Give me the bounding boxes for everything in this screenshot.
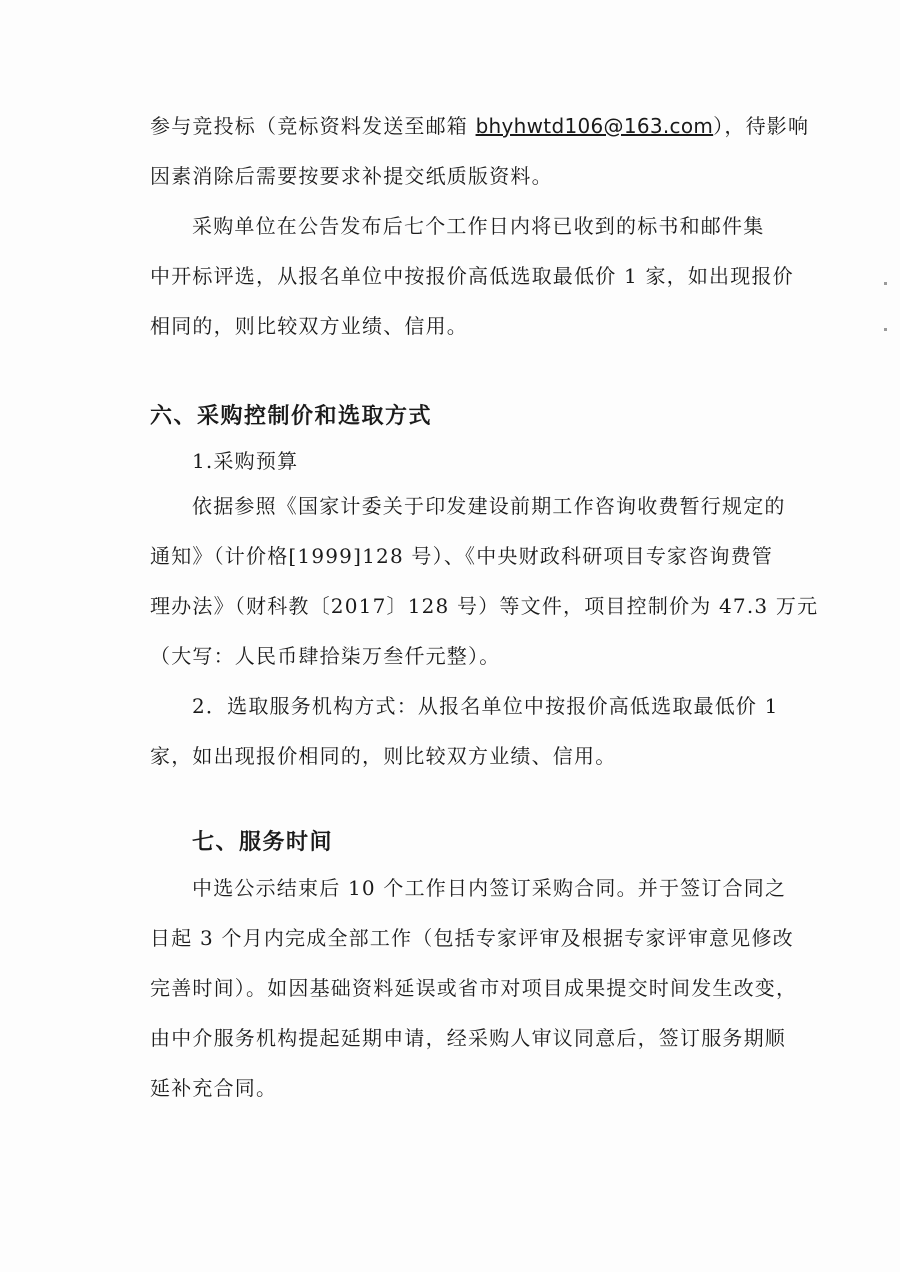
intro-line-1-suffix: ），待影响 (713, 114, 810, 138)
section-six-item2-line-2: 家，如出现报价相同的，则比较双方业绩、信用。 (150, 744, 617, 768)
section-six-item1-line-2: 通知》（计价格[1999]128 号）、《中央财政科研项目专家咨询费管 (150, 544, 774, 568)
section-six-heading: 六、采购控制价和选取方式 (150, 404, 433, 429)
section-six-item1-title: 1.采购预算 (192, 449, 299, 473)
scan-speck (884, 282, 887, 285)
section-six-item1-line-4: （大写：人民币肆拾柒万叁仟元整）。 (150, 644, 501, 668)
intro-p2-line-2: 中开标评选，从报名单位中按报价高低选取最低价 1 家，如出现报价 (150, 264, 794, 288)
section-six-item2-line-1: 2．选取服务机构方式：从报名单位中按报价高低选取最低价 1 (192, 694, 779, 718)
intro-line-1 (150, 112, 810, 140)
section-six-item1-line-3: 理办法》（财科教〔2017〕128 号）等文件，项目控制价为 47.3 万元 (150, 594, 819, 618)
intro-line-1-prefix: 参与竞投标（竞标资料发送至邮箱 (150, 114, 476, 138)
section-seven-line-1: 中选公示结束后 10 个工作日内签订采购合同。并于签订合同之 (192, 876, 787, 900)
section-seven-line-2: 日起 3 个月内完成全部工作（包括专家评审及根据专家评审意见修改 (150, 926, 794, 950)
intro-line-2: 因素消除后需要按要求补提交纸质版资料。 (150, 164, 553, 188)
section-seven-line-5: 延补充合同。 (150, 1076, 278, 1100)
intro-p2-line-1: 采购单位在公告发布后七个工作日内将已收到的标书和邮件集 (192, 214, 765, 238)
section-seven-line-4: 由中介服务机构提起延期申请，经采购人审议同意后，签订服务期顺 (150, 1026, 786, 1050)
section-six-item1-line-1: 依据参照《国家计委关于印发建设前期工作咨询收费暂行规定的 (192, 494, 786, 518)
section-seven-line-3: 完善时间）。如因基础资料延误或省市对项目成果提交时间发生改变， (150, 976, 798, 1000)
intro-p2-line-3: 相同的，则比较双方业绩、信用。 (150, 314, 468, 338)
section-seven-heading: 七、服务时间 (192, 830, 334, 855)
email-link[interactable]: bhyhwtd106@163.com (475, 114, 714, 138)
scan-speck (884, 328, 887, 331)
